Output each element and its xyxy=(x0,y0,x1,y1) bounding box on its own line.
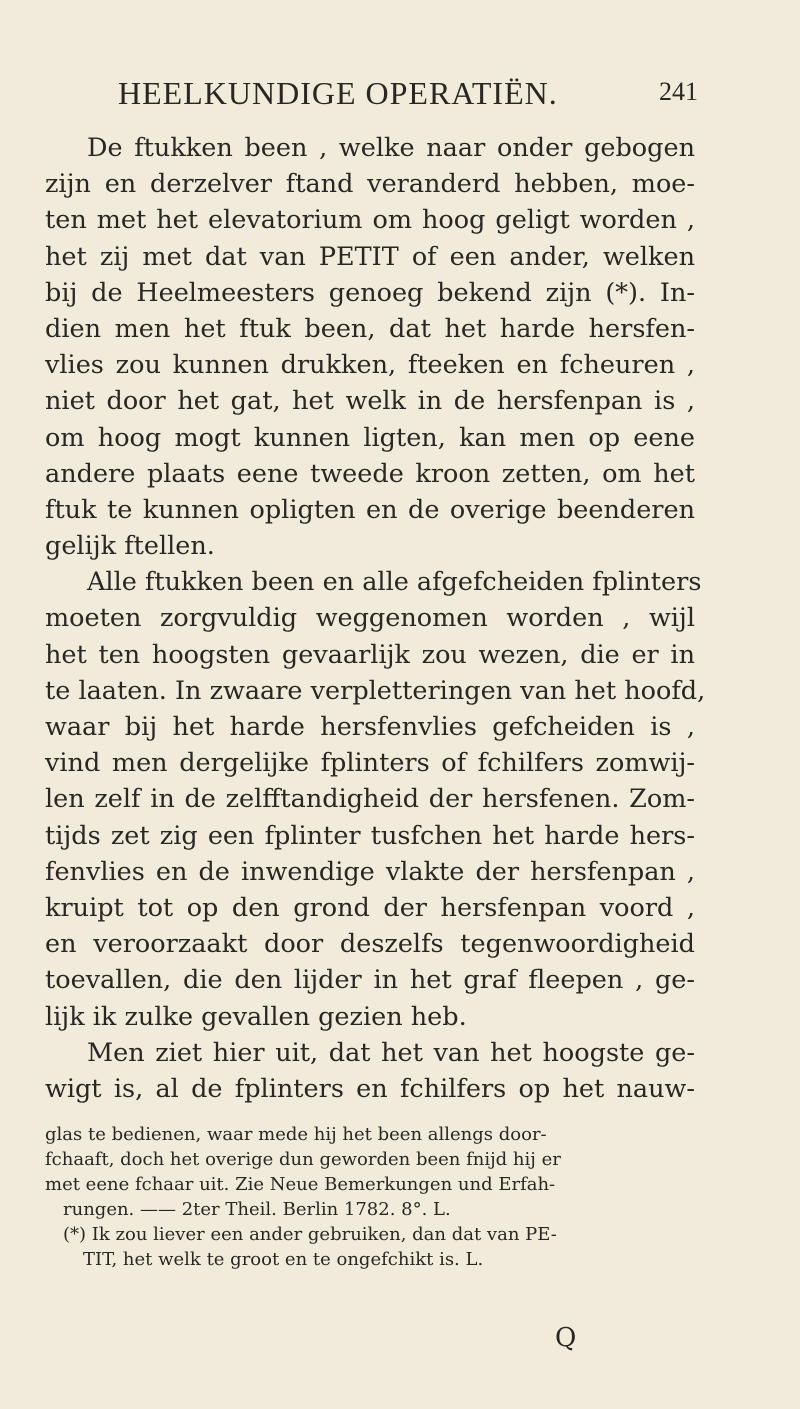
text-line: kruipt tot op den grond der hersfenpan voord , xyxy=(45,892,695,923)
text-line: het zij met dat van PETIT of een ander, welken xyxy=(45,241,695,272)
footnote-line: fchaaft, doch het overige dun geworden been fnijd hij er xyxy=(45,1149,561,1170)
page-number: 241 xyxy=(659,77,698,106)
text-line: lijk ik zulke gevallen gezien heb. xyxy=(45,1001,467,1032)
footnotes xyxy=(45,1122,695,1272)
text-line: moeten zorgvuldig weggenomen worden , wijl xyxy=(45,603,695,634)
text-line: bij de Heelmeesters genoeg bekend zijn (*). In- xyxy=(45,277,695,308)
footnote-line: (*) Ik zou liever een ander gebruiken, dan dat van PE- xyxy=(63,1224,557,1245)
text-line: tijds zet zig een fplinter tusfchen het harde hers- xyxy=(45,820,695,851)
catchword: Q xyxy=(555,1323,577,1353)
main-text xyxy=(45,130,706,1107)
footnote-line: glas te bedienen, waar mede hij het been allengs door- xyxy=(45,1124,547,1145)
text-line: Alle ftukken been en alle afgefcheiden fplinters xyxy=(87,567,702,598)
text-line: De ftukken been , welke naar onder gebogen xyxy=(87,133,695,163)
text-line: waar bij het harde hersfenvlies gefcheiden is , xyxy=(45,712,695,742)
text-line: fenvlies en de inwendige vlakte der hersfenpan , xyxy=(45,856,695,887)
running-title: HEELKUNDIGE OPERATIËN. xyxy=(118,75,558,111)
text-line: ten met het elevatorium om hoog geligt worden , xyxy=(45,205,695,236)
footnote-line: met eene fchaar uit. Zie Neue Bemerkungen und Erfah- xyxy=(45,1174,556,1195)
text-line: vind men dergelijke fplinters of fchilfers zomwij- xyxy=(45,748,695,779)
footnote-line: rungen. —— 2ter Theil. Berlin 1782. 8°. L. xyxy=(63,1199,451,1220)
text-line: andere plaats eene tweede kroon zetten, om het xyxy=(45,458,695,489)
text-line: zijn en derzelver ftand veranderd hebben, moe- xyxy=(45,169,695,200)
text-line: dien men het ftuk been, dat het harde hersfen- xyxy=(45,313,695,344)
running-header xyxy=(118,75,698,115)
text-line: gelijk ftellen. xyxy=(45,531,215,562)
footnote-line: TIT, het welk te groot en te ongefchikt is. L. xyxy=(83,1249,484,1270)
text-line: toevallen, die den lijder in het graf fleepen , ge- xyxy=(45,965,695,996)
text-line: om hoog mogt kunnen ligten, kan men op eene xyxy=(45,422,695,453)
text-line: len zelf in de zelfftandigheid der hersfenen. Zom- xyxy=(45,784,695,815)
text-line: ftuk te kunnen opligten en de overige beenderen xyxy=(45,494,695,525)
text-line: niet door het gat, het welk in de hersfenpan is , xyxy=(45,386,695,417)
text-line: het ten hoogsten gevaarlijk zou wezen, die er in xyxy=(45,639,695,670)
text-line: wigt is, al de fplinters en fchilfers op het nauw- xyxy=(45,1073,695,1104)
text-line: te laaten. In zwaare verpletteringen van het hoofd, xyxy=(45,675,706,706)
text-line: en veroorzaakt door deszelfs tegenwoordigheid xyxy=(45,929,695,960)
text-line: Men ziet hier uit, dat het van het hoogste ge- xyxy=(87,1037,695,1068)
text-line: vlies zou kunnen drukken, fteeken en fcheuren , xyxy=(45,350,695,381)
